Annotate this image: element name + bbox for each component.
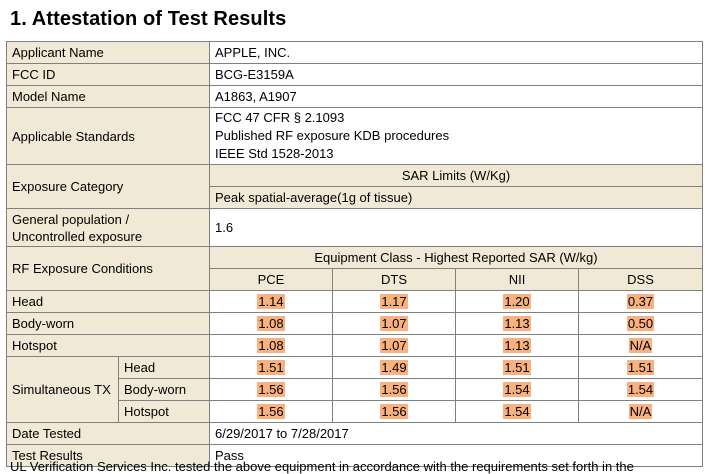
sim-body-worn-dts (333, 379, 456, 401)
sim-body-worn-pce (210, 379, 333, 401)
sar-value: 1.54 (504, 404, 530, 419)
sim-hotspot-pce (210, 401, 333, 423)
column-header-pce: PCE (210, 269, 333, 291)
sar-value: 1.56 (258, 382, 284, 397)
head-dts (333, 291, 456, 313)
sar-value: N/A (629, 404, 652, 419)
sar-value: 0.50 (627, 316, 654, 331)
footer-paragraph: UL Verification Services Inc. tested the above equipment in accordance with the requirements set forth in the (10, 459, 634, 474)
sim-head-dss (579, 357, 703, 379)
sar-value: 1.56 (381, 404, 407, 419)
date-tested-label: Date Tested (7, 423, 210, 445)
sar-value: 1.56 (258, 404, 284, 419)
body-worn-nii (456, 313, 579, 335)
rf-exposure-label: RF Exposure Conditions (7, 247, 210, 291)
sim-hotspot-dss (579, 401, 703, 423)
column-header-dts: DTS (333, 269, 456, 291)
sar-value: 1.13 (504, 338, 530, 353)
standard-item: Published RF exposure KDB procedures (215, 128, 450, 143)
column-header-dss: DSS (579, 269, 703, 291)
sar-value: 1.54 (504, 382, 530, 397)
section-title: 1. Attestation of Test Results (10, 8, 287, 30)
applicant-name-label: Applicant Name (7, 42, 210, 64)
exposure-category-label: Exposure Category (7, 165, 210, 209)
test-results-value: Pass (210, 445, 703, 467)
sar-value: N/A (629, 338, 652, 353)
head-dss (579, 291, 703, 313)
row-date-tested (7, 423, 703, 445)
row-applicant-name (7, 42, 703, 64)
body-worn-label: Body-worn (7, 313, 210, 335)
simultaneous-head-label: Head (119, 357, 210, 379)
simultaneous-body-worn-label: Body-worn (119, 379, 210, 401)
general-population-value: 1.6 (210, 209, 703, 247)
hotspot-dts (333, 335, 456, 357)
hotspot-label: Hotspot (7, 335, 210, 357)
hotspot-dss (579, 335, 703, 357)
row-model-name (7, 86, 703, 108)
row-applicable-standards (7, 108, 703, 165)
simultaneous-hotspot-label: Hotspot (119, 401, 210, 423)
equipment-class-header: Equipment Class - Highest Reported SAR (W/kg) (210, 247, 703, 269)
body-worn-dss (579, 313, 703, 335)
general-population-line1: General population / (12, 211, 130, 227)
sim-head-nii (456, 357, 579, 379)
column-header-nii: NII (456, 269, 579, 291)
attestation-table (6, 41, 703, 467)
sar-value: 1.17 (381, 294, 407, 309)
sar-value: 1.49 (381, 360, 407, 375)
sim-head-pce (210, 357, 333, 379)
date-tested-value: 6/29/2017 to 7/28/2017 (210, 423, 703, 445)
standard-item: IEEE Std 1528-2013 (215, 146, 334, 161)
fcc-id-value: BCG-E3159A (210, 64, 703, 86)
row-head (7, 291, 703, 313)
standard-item: FCC 47 CFR § 2.1093 (215, 110, 345, 125)
sar-value: 1.08 (258, 338, 284, 353)
applicable-standards-label: Applicable Standards (7, 108, 210, 165)
sar-value: 1.20 (504, 294, 530, 309)
head-nii (456, 291, 579, 313)
sar-limits-header: SAR Limits (W/Kg) (210, 165, 703, 187)
test-results-label: Test Results (7, 445, 210, 467)
head-pce (210, 291, 333, 313)
sim-head-dts (333, 357, 456, 379)
fcc-id-label: FCC ID (7, 64, 210, 86)
model-name-label: Model Name (7, 86, 210, 108)
peak-spatial-header: Peak spatial-average(1g of tissue) (210, 187, 703, 209)
row-fcc-id (7, 64, 703, 86)
row-simultaneous-head (7, 357, 703, 379)
model-name-value: A1863, A1907 (210, 86, 703, 108)
hotspot-nii (456, 335, 579, 357)
row-hotspot (7, 335, 703, 357)
hotspot-pce (210, 335, 333, 357)
row-body-worn (7, 313, 703, 335)
sar-value: 1.14 (258, 294, 284, 309)
sar-value: 1.08 (258, 316, 284, 331)
row-general-population (7, 209, 703, 247)
row-rf-exposure (7, 247, 703, 269)
simultaneous-tx-label: Simultaneous TX (7, 357, 119, 423)
sar-value: 0.37 (627, 294, 654, 309)
sar-value: 1.07 (381, 338, 407, 353)
general-population-label (7, 209, 210, 247)
applicant-name-value: APPLE, INC. (210, 42, 703, 64)
sim-hotspot-dts (333, 401, 456, 423)
sar-value: 1.51 (627, 360, 654, 375)
sar-value: 1.51 (504, 360, 530, 375)
sim-hotspot-nii (456, 401, 579, 423)
general-population-line2: Uncontrolled exposure (12, 228, 143, 244)
body-worn-dts (333, 313, 456, 335)
sim-body-worn-dss (579, 379, 703, 401)
sim-body-worn-nii (456, 379, 579, 401)
sar-value: 1.56 (381, 382, 407, 397)
sar-value: 1.51 (258, 360, 284, 375)
sar-value: 1.54 (627, 382, 654, 397)
row-exposure-category (7, 165, 703, 187)
applicable-standards-values (210, 108, 703, 165)
head-label: Head (7, 291, 210, 313)
sar-value: 1.07 (381, 316, 407, 331)
sar-value: 1.13 (504, 316, 530, 331)
body-worn-pce (210, 313, 333, 335)
